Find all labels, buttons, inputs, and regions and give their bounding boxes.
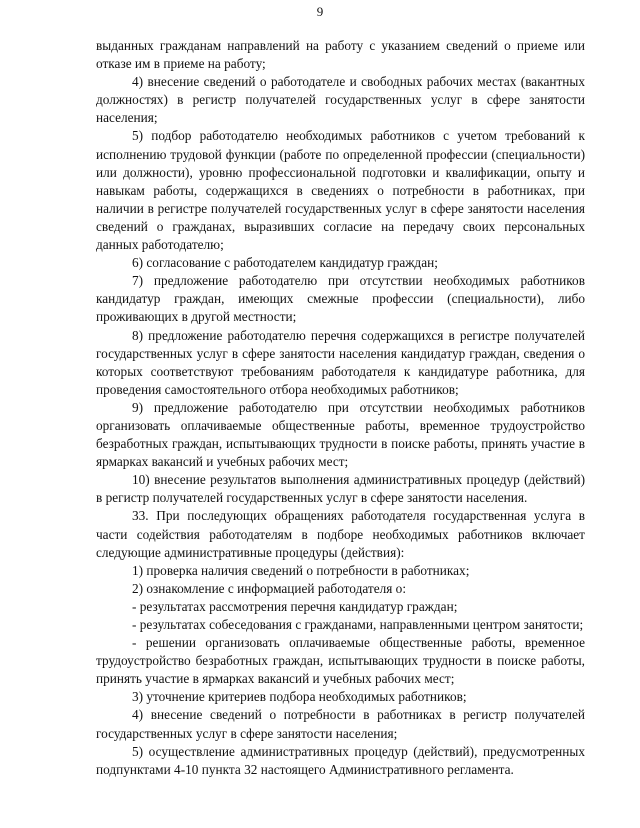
paragraph-item-8: 8) предложение работодателю перечня содержащихся в регистре получателей государственных услуг в сфере занятости населения кандидатур граждан, сведения о которых соответствуют требованиям работодателя к кандидатуре работника, для проведения самостоятельного отбора необходимых работников; xyxy=(96,327,585,397)
paragraph-item-5: 5) подбор работодателю необходимых работников с учетом требований к исполнению трудовой функции (работе по определенной профессии (специальности) или должности), уровню профессиональной подготовки и квалификации, опыту и навыкам работы, содержащихся в сведениях о потребности в работниках, при наличии в регистре получателей государственных услуг в сфере занятости населения сведений о гражданах, выразивших согласие на передачу своих персональных данных работодателю; xyxy=(96,128,585,253)
paragraph-item-10: 10) внесение результатов выполнения административных процедур (действий) в регистр получателей государственных услуг в сфере занятости населения. xyxy=(96,472,585,506)
paragraph-continuation: выданных гражданам направлений на работу с указанием сведений о приеме или отказе им в приеме на работу; xyxy=(96,38,585,72)
paragraph-sub-4: 4) внесение сведений о потребности в работниках в регистр получателей государственных услуг в сфере занятости населения; xyxy=(96,707,585,741)
paragraph-item-9: 9) предложение работодателю при отсутствии необходимых работников организовать оплачиваемые общественные работы, временное трудоустройство безработных граждан, испытывающих трудности в поиске работы, принять участие в ярмарках вакансий и учебных рабочих мест; xyxy=(96,399,585,470)
page-number: 9 xyxy=(316,4,324,19)
paragraph-sub-2: 2) ознакомление с информацией работодателя о: xyxy=(132,580,407,596)
paragraph-dash-3: - решении организовать оплачиваемые общественные работы, временное трудоустройство безработных граждан, испытывающих трудности в поиске работы, принять участие в ярмарках вакансий и учебных рабочих мест; xyxy=(96,635,585,687)
paragraph-item-7: 7) предложение работодателю при отсутствии необходимых работников кандидатур граждан, имеющих смежные профессии (специальности), либо проживающих в другой местности; xyxy=(96,273,585,325)
paragraph-sub-3: 3) уточнение критериев подбора необходимых работников; xyxy=(132,689,467,705)
paragraph-sub-1: 1) проверка наличия сведений о потребности в работниках; xyxy=(132,562,470,578)
paragraph-sub-5: 5) осуществление административных процедур (действий), предусмотренных подпунктами 4-10 пункта 32 настоящего Административного регламента. xyxy=(96,743,585,777)
paragraph-section-33: 33. При последующих обращениях работодателя государственная услуга в части содействия работодателям в подборе необходимых работников включает следующие административные процедуры (действия): xyxy=(96,508,585,560)
paragraph-dash-2: - результатах собеседования с гражданами, направленными центром занятости; xyxy=(132,617,584,632)
paragraph-item-4: 4) внесение сведений о работодателе и свободных рабочих местах (вакантных должностях) в регистр получателей государственных услуг в сфере занятости населения; xyxy=(96,74,585,126)
paragraph-dash-1: - результатах рассмотрения перечня кандидатур граждан; xyxy=(132,598,458,614)
paragraph-item-6: 6) согласование с работодателем кандидатур граждан; xyxy=(132,255,438,271)
document-body xyxy=(96,37,585,779)
